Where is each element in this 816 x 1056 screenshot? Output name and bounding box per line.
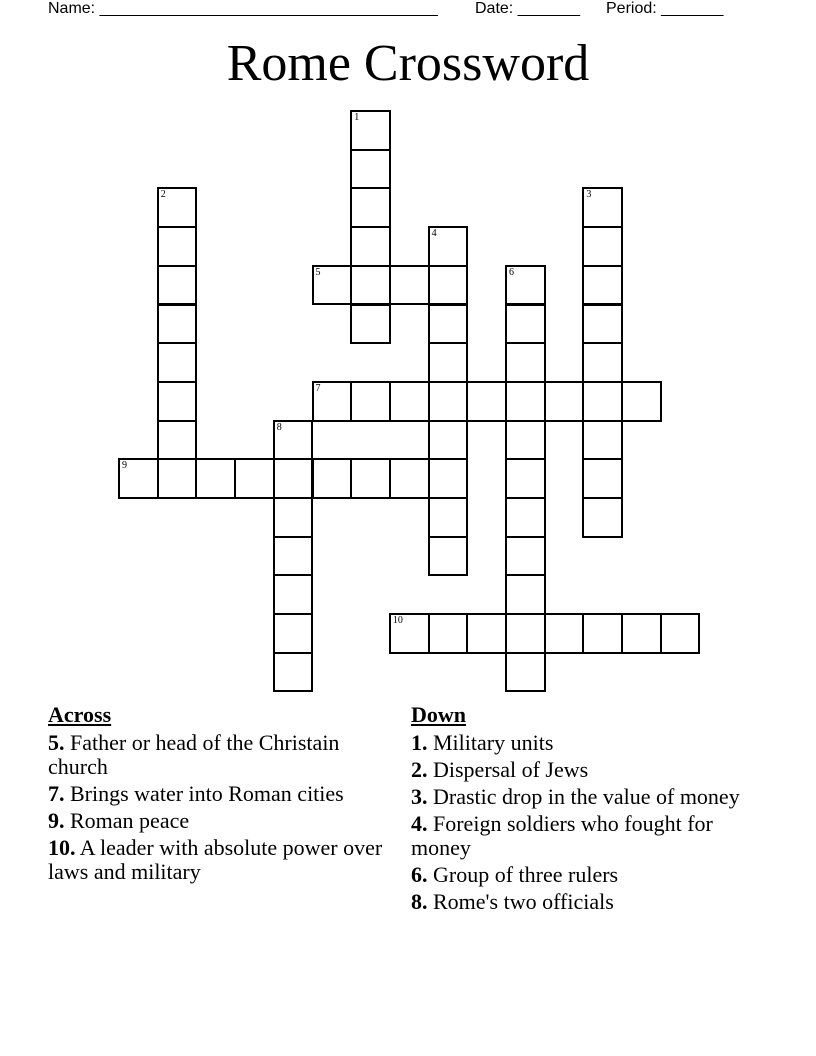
clue-across-5 — [48, 731, 388, 779]
grid-cell[interactable] — [582, 226, 623, 267]
clue-number: 4. — [411, 811, 428, 836]
clue-text: Rome's two officials — [433, 889, 614, 914]
grid-cell[interactable] — [505, 613, 546, 654]
cell-number: 7 — [315, 382, 321, 394]
clue-number: 3. — [411, 784, 428, 809]
grid-cell[interactable] — [350, 226, 391, 267]
grid-cell[interactable] — [157, 381, 198, 422]
grid-cell[interactable] — [544, 381, 585, 422]
grid-cell[interactable] — [582, 187, 623, 228]
grid-cell[interactable] — [350, 110, 391, 151]
clue-down-3 — [411, 785, 751, 809]
clue-text: A leader with absolute power over laws and military — [48, 835, 383, 884]
clue-down-4 — [411, 812, 751, 860]
across-clues — [48, 703, 388, 887]
cell-number: 3 — [586, 189, 592, 201]
clue-number: 1. — [411, 730, 428, 755]
grid-cell[interactable] — [582, 458, 623, 499]
grid-cell[interactable] — [428, 304, 469, 345]
clue-text: Drastic drop in the value of money — [433, 784, 740, 809]
clue-down-8 — [411, 890, 751, 914]
cell-number: 9 — [122, 460, 127, 472]
grid-cell[interactable] — [544, 613, 585, 654]
grid-cell[interactable] — [157, 187, 198, 228]
grid-cell[interactable] — [350, 381, 391, 422]
grid-cell[interactable] — [350, 187, 391, 228]
clue-across-7 — [48, 782, 388, 806]
grid-cell[interactable] — [466, 381, 507, 422]
grid-cell[interactable] — [350, 304, 391, 345]
grid-cell[interactable] — [582, 304, 623, 345]
grid-cell[interactable] — [273, 497, 314, 538]
grid-cell[interactable] — [428, 458, 469, 499]
grid-cell[interactable] — [505, 381, 546, 422]
grid-cell[interactable] — [428, 342, 469, 383]
grid-cell[interactable] — [312, 381, 353, 422]
down-clues — [411, 703, 751, 917]
grid-cell[interactable] — [273, 613, 314, 654]
clue-text: Dispersal of Jews — [433, 757, 589, 782]
grid-cell[interactable] — [350, 458, 391, 499]
clue-text: Group of three rulers — [433, 862, 619, 887]
down-heading: Down — [411, 702, 467, 727]
grid-cell[interactable] — [312, 458, 353, 499]
cell-number: 10 — [392, 615, 403, 627]
grid-cell[interactable] — [621, 381, 662, 422]
grid-cell[interactable] — [505, 265, 546, 306]
period-field[interactable]: Period: _______ — [606, 0, 724, 17]
grid-cell[interactable] — [505, 652, 546, 693]
grid-cell[interactable] — [582, 420, 623, 461]
clue-down-1 — [411, 731, 751, 755]
clue-number: 2. — [411, 757, 428, 782]
grid-cell[interactable] — [157, 304, 198, 345]
grid-cell[interactable] — [428, 497, 469, 538]
grid-cell[interactable] — [273, 652, 314, 693]
grid-cell[interactable] — [157, 342, 198, 383]
grid-cell[interactable] — [582, 497, 623, 538]
grid-cell[interactable] — [157, 420, 198, 461]
grid-cell[interactable] — [273, 536, 314, 577]
grid-cell[interactable] — [428, 536, 469, 577]
clue-across-10 — [48, 836, 388, 884]
cell-number: 4 — [431, 228, 437, 240]
grid-cell[interactable] — [389, 381, 430, 422]
name-field[interactable]: Name: ______________________________________ — [48, 0, 438, 17]
clue-number: 6. — [411, 862, 428, 887]
grid-cell[interactable] — [118, 458, 159, 499]
cell-number: 8 — [276, 421, 282, 433]
grid-cell[interactable] — [273, 420, 314, 461]
cell-number: 6 — [509, 266, 514, 278]
grid-cell[interactable] — [312, 265, 353, 306]
across-heading: Across — [48, 702, 112, 727]
grid-cell[interactable] — [621, 613, 662, 654]
clue-number: 10. — [48, 835, 76, 860]
cell-number: 1 — [354, 112, 360, 123]
grid-cell[interactable] — [273, 458, 314, 499]
clue-text: Father or head of the Christain church — [48, 730, 340, 779]
clue-text: Foreign soldiers who fought for money — [411, 811, 713, 860]
grid-cell[interactable] — [389, 458, 430, 499]
clue-across-9 — [48, 809, 388, 833]
grid-cell[interactable] — [505, 420, 546, 461]
clue-text: Military units — [433, 730, 554, 755]
grid-cell[interactable] — [273, 574, 314, 615]
grid-cell[interactable] — [505, 574, 546, 615]
clue-text: Roman peace — [70, 808, 190, 833]
grid-cell[interactable] — [350, 149, 391, 190]
page-title: Rome Crossword — [226, 35, 590, 92]
grid-cell[interactable] — [389, 613, 430, 654]
grid-cell[interactable] — [582, 342, 623, 383]
grid-cell[interactable] — [428, 420, 469, 461]
grid-cell[interactable] — [660, 613, 701, 654]
clue-text: Brings water into Roman cities — [70, 781, 344, 806]
clue-number: 7. — [48, 781, 65, 806]
grid-cell[interactable] — [505, 458, 546, 499]
grid-cell[interactable] — [428, 613, 469, 654]
grid-cell[interactable] — [428, 226, 469, 267]
grid-cell[interactable] — [582, 265, 623, 306]
clue-down-2 — [411, 758, 751, 782]
clue-number: 8. — [411, 889, 428, 914]
grid-cell[interactable] — [157, 458, 198, 499]
grid-cell[interactable] — [582, 381, 623, 422]
grid-cell[interactable] — [157, 226, 198, 267]
grid-cell[interactable] — [428, 265, 469, 306]
grid-cell[interactable] — [505, 342, 546, 383]
grid-cell[interactable] — [428, 381, 469, 422]
grid-cell[interactable] — [466, 613, 507, 654]
clue-down-6 — [411, 863, 751, 887]
date-field[interactable]: Date: _______ — [475, 0, 580, 17]
grid-cell[interactable] — [505, 304, 546, 345]
clue-number: 9. — [48, 808, 65, 833]
grid-cell[interactable] — [157, 265, 198, 306]
grid-cell[interactable] — [389, 265, 430, 306]
grid-cell[interactable] — [350, 265, 391, 306]
grid-cell[interactable] — [234, 458, 275, 499]
grid-cell[interactable] — [582, 613, 623, 654]
grid-cell[interactable] — [195, 458, 236, 499]
grid-cell[interactable] — [505, 497, 546, 538]
cell-number: 2 — [160, 189, 166, 201]
cell-number: 5 — [315, 266, 321, 278]
clue-number: 5. — [48, 730, 65, 755]
grid-cell[interactable] — [505, 536, 546, 577]
